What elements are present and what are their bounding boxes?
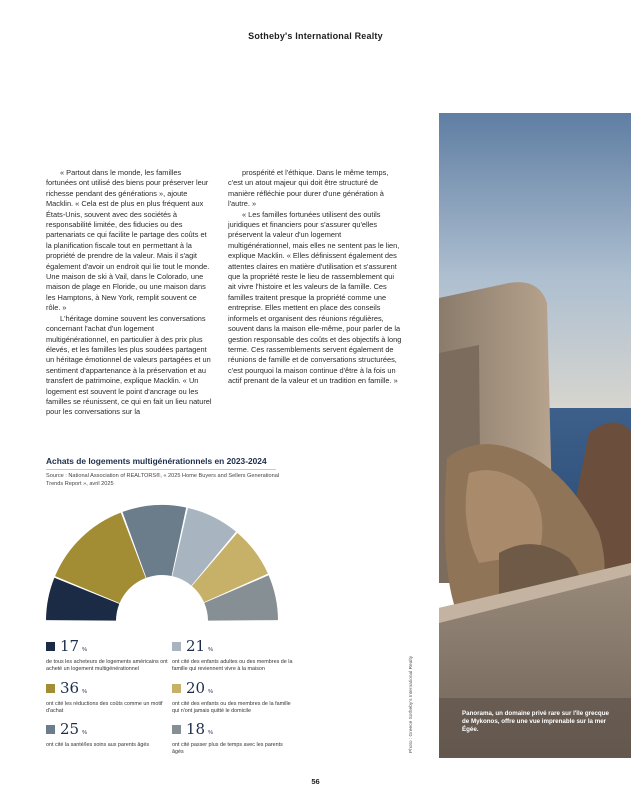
stat-description: ont cité les réductions des coûts comme un motif d'achat bbox=[46, 701, 163, 715]
text-column-left bbox=[46, 168, 213, 418]
legend-swatch bbox=[46, 684, 55, 693]
brand-header: Sotheby's International Realty bbox=[248, 31, 383, 41]
photo-caption: Panorama, un domaine privé rare sur l'île grecque de Mykonos, offre une vue imprenable sur la mer Égée. bbox=[462, 710, 609, 734]
stat-value: 20 bbox=[186, 679, 206, 697]
stat-unit: % bbox=[82, 647, 87, 653]
stat-unit: % bbox=[82, 689, 87, 695]
chart-source: Source : National Association of REALTORS®, « 2025 Home Buyers and Sellers Generational Trends Report », avril 2025 bbox=[46, 473, 280, 487]
mykonos-photo bbox=[439, 113, 631, 758]
stat-unit: % bbox=[208, 689, 213, 695]
paragraph: « Les familles fortunées utilisent des outils juridiques et financiers pour s'assurer qu'elles préservent la valeur d'un logement multigénérationnel, mais elles ne sentent pas le lien, explique Macklin. « Elles définissent également des attentes claires en matière d'utilisation et s'assurent que la propriété reste le lieu de rassemblement qui ait vivre l'histoire et les valeurs de la famille. Ces familles traitent presque la propriété comme une entreprise. Elles mettent en place des conseils informels et organisent des réunions régulières, souvent dans la maison elle-même, pour parler de la gestion responsable des coûts et des objectifs à long terme. Ces rassemblements servent également de réunions de famille et de conversations structurées, c'est pourquoi la maison continue d'être à la fois un actif prenant de la valeur et un tradition en famille. » bbox=[228, 209, 402, 386]
chart-divider bbox=[46, 469, 276, 470]
stat-item bbox=[172, 721, 294, 757]
chart-svg bbox=[44, 500, 280, 624]
stat-item bbox=[172, 680, 294, 716]
stat-unit: % bbox=[82, 730, 87, 736]
semicircle-chart bbox=[44, 500, 280, 624]
legend-swatch bbox=[46, 725, 55, 734]
stat-item bbox=[46, 721, 168, 749]
photo-illustration bbox=[439, 113, 631, 758]
stat-value: 18 bbox=[186, 720, 206, 738]
legend-swatch bbox=[46, 642, 55, 651]
stat-description: ont cité la santé/les soins aux parents âgés bbox=[46, 742, 150, 748]
paragraph: L'héritage domine souvent les conversations concernant l'achat d'un logement multigénérationnel, en particulier à des prix plus élevés, et les familles les plus soudées partagent un héritage émotionnel de valeurs partagées et un sentiment d'appartenance à la préservation et au transfert de patrimoine, explique Macklin. « Un logement est souvent le point d'ancrage ou les familles se réunissent, ce qui en fait un lieu naturel pour les conversations sur la bbox=[46, 313, 212, 417]
stat-value: 25 bbox=[60, 720, 80, 738]
text-column-right bbox=[228, 168, 402, 387]
stat-unit: % bbox=[208, 730, 213, 736]
stat-value: 17 bbox=[60, 637, 80, 655]
stat-description: ont cité des enfants ou des membres de la famille qui n'ont jamais quitté le domicile bbox=[172, 701, 291, 715]
chart-title: Achats de logements multigénérationnels en 2023-2024 bbox=[46, 456, 267, 466]
stat-item bbox=[46, 680, 168, 716]
stat-description: de tous les acheteurs de logements américains ont acheté un logement multigénérationnel bbox=[46, 659, 168, 673]
legend-swatch bbox=[172, 725, 181, 734]
stat-value: 21 bbox=[186, 637, 206, 655]
stat-item bbox=[46, 638, 168, 674]
stat-description: ont cité des enfants adultes ou des membres de la famille qui reviennent vivre à la maison bbox=[172, 659, 293, 673]
stat-value: 36 bbox=[60, 679, 80, 697]
paragraph: « Partout dans le monde, les familles fortunées ont utilisé des biens pour préserver leur richesse pendant des générations », ajoute Macklin. « Cela est de plus en plus fréquent aux États-Unis, souvent avec des sociétés à responsabilité limitée, des fiducies ou des partenariats ce qui facilite le partage des coûts et la planification fiscale tout en permettant à la propriété de prendre de la valeur. Mais il s'agit également d'avoir un endroit qui lie tout le monde. Une maison de ski à Vail, dans le Colorado, une maison de plage en Floride, ou une maison dans les Hamptons, à New York, remplit souvent ce rôle. » bbox=[46, 168, 210, 313]
photo-credit: Photo : Greece Sotheby's International Realty bbox=[409, 655, 414, 753]
legend-swatch bbox=[172, 684, 181, 693]
paragraph: prospérité et l'éthique. Dans le même temps, c'est un atout majeur qui doit être structuré de manière réfléchie pour durer d'une génération à l'autre. » bbox=[228, 168, 389, 209]
stat-item bbox=[172, 638, 294, 674]
stat-unit: % bbox=[208, 647, 213, 653]
page-number: 56 bbox=[311, 777, 320, 786]
legend-swatch bbox=[172, 642, 181, 651]
stat-description: ont cité passer plus de temps avec les parents âgés bbox=[172, 742, 283, 756]
